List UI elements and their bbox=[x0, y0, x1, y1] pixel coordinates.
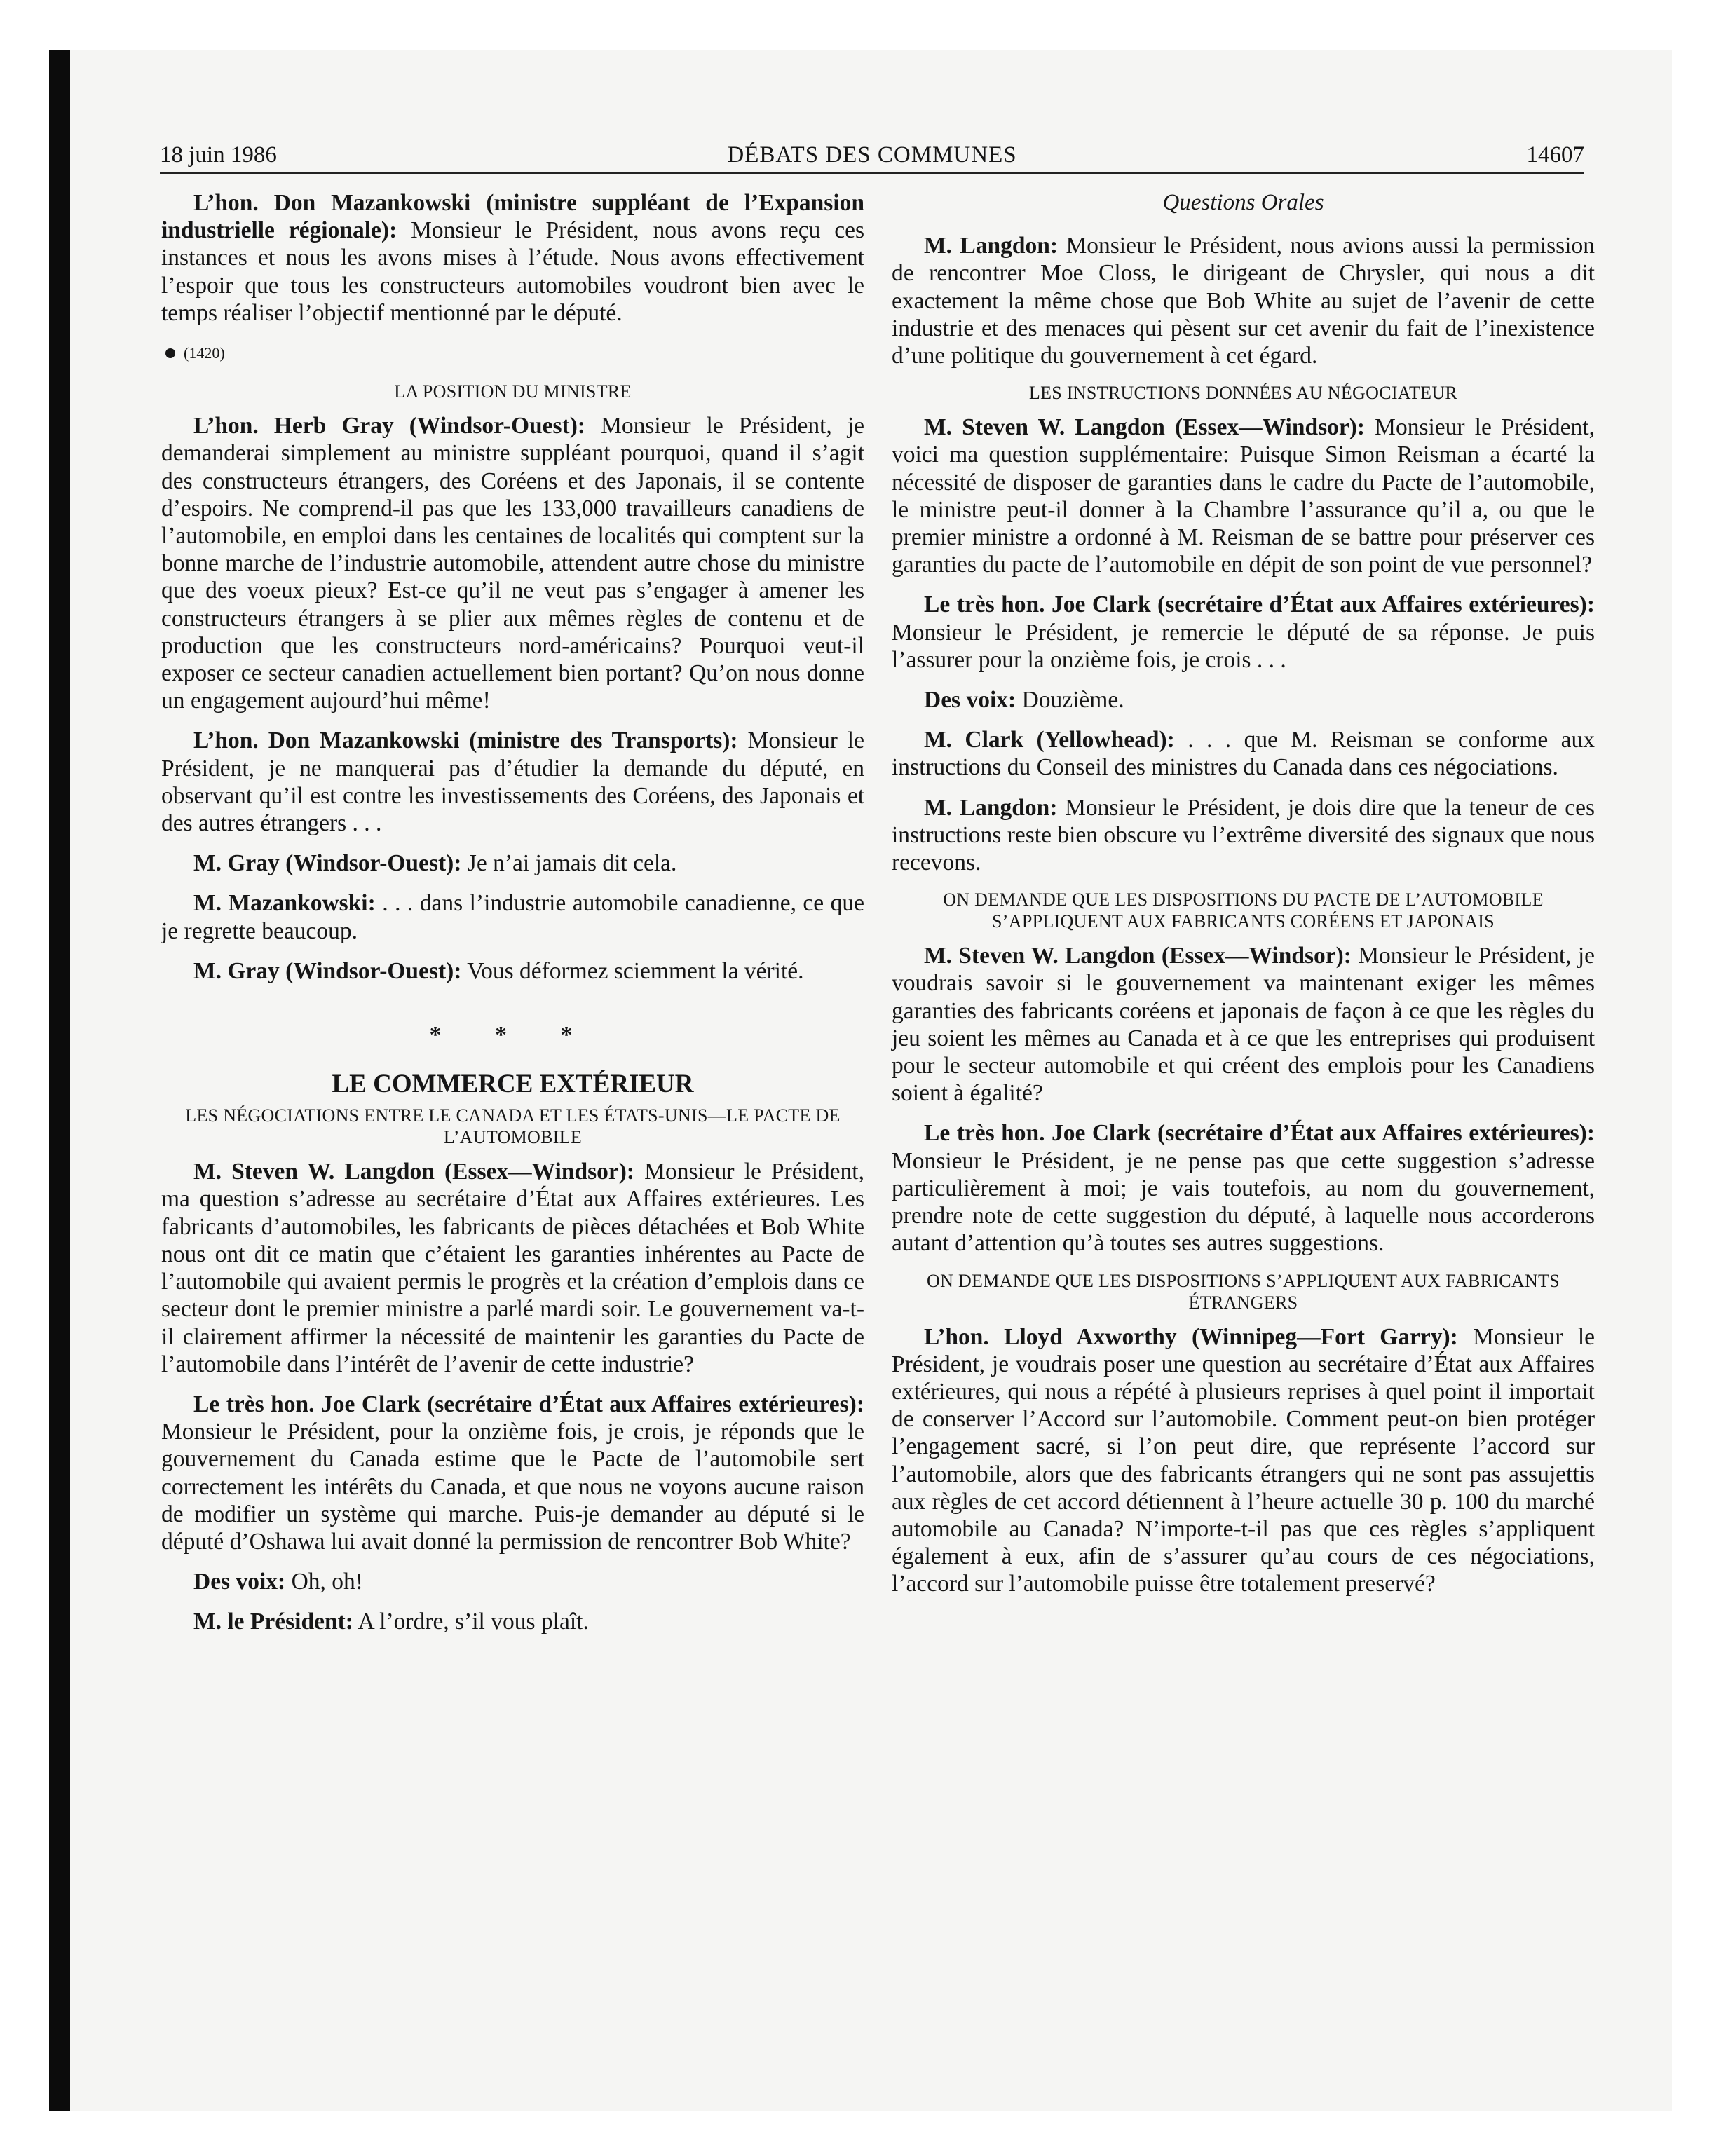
speaker-name: Le très hon. Joe Clark (secrétaire d’État aux Affaires extérieures): bbox=[924, 592, 1595, 618]
speech-text: Monsieur le Président, je ne manquerai pas d’étudier la demande du député, en observant qu’il est contre les investissements des Coréens, des Japonais et des autres étrangers . . . bbox=[161, 728, 864, 837]
speaker-name: M. Gray (Windsor-Ouest): bbox=[193, 957, 462, 984]
speech-text: Monsieur le Président, je demanderai simplement au ministre suppléant pourquoi, quand il s’agit des constructeurs étrangers, des Coréens et des Japonais, il se contente d’espoirs. Ne comprend-il pas que les 133,000 travailleurs canadiens de l’automobile, en emploi dans les centaines de localités qui comptent sur la bonne marche de l’industrie automobile, attendent autre chose du ministre que des voeux pieux? Est-ce qu’il ne veut pas s’engager à amener les constructeurs étrangers à se plier aux mêmes règles de contenu et de production que les constructeurs nord-américains? Pourquoi veut-il exposer ce secteur canadien actuellement bien portant? Qu’on nous donne un engagement aujourd’hui même! bbox=[161, 413, 864, 714]
speech-text: Douzième. bbox=[1016, 687, 1124, 714]
speech-paragraph bbox=[892, 726, 1595, 781]
speech-text: Je n’ai jamais dit cela. bbox=[461, 850, 677, 877]
bullet-icon bbox=[165, 348, 175, 358]
speaker-name: Des voix: bbox=[193, 1569, 286, 1595]
speech-paragraph bbox=[161, 189, 864, 327]
scan-edge bbox=[49, 50, 70, 2111]
speech-paragraph bbox=[161, 1391, 864, 1555]
speech-paragraph bbox=[161, 850, 864, 877]
speaker-name: M. Steven W. Langdon (Essex—Windsor): bbox=[193, 1159, 635, 1185]
section-subheading: ON DEMANDE QUE LES DISPOSITIONS S’APPLIQUENT AUX FABRICANTS ÉTRANGERS bbox=[927, 1270, 1560, 1313]
time-marker-text: (1420) bbox=[184, 344, 225, 362]
speaker-name: L’hon. Don Mazankowski (ministre des Transports): bbox=[193, 728, 738, 754]
speech-text: Oh, oh! bbox=[285, 1569, 363, 1595]
speaker-name: L’hon. Herb Gray (Windsor-Ouest): bbox=[193, 413, 586, 439]
speaker-name: M. le Président: bbox=[193, 1609, 353, 1635]
speech-text: Monsieur le Président, nous avions aussi la permission de rencontrer Moe Closs, le dirigeant de Chrysler, qui nous a dit exactement la même chose que Bob White au sujet de l’avenir de cette industrie et des menaces qui pèsent sur cet avenir du fait de l’inexistence d’une politique du gouvernement à cet égard. bbox=[892, 233, 1595, 369]
speech-text: A l’ordre, s’il vous plaît. bbox=[353, 1609, 589, 1635]
speech-paragraph bbox=[161, 1608, 864, 1635]
time-marker bbox=[161, 339, 864, 367]
speech-paragraph bbox=[892, 942, 1595, 1107]
speech-paragraph bbox=[161, 1568, 864, 1595]
speaker-name: M. Langdon: bbox=[924, 794, 1058, 821]
speech-text: Monsieur le Président, nous avons reçu ces instances et nous les avons mises à l’étude. Nous avons effectivement l’espoir que tous les constructeurs automobiles voudront bien avec le temps réaliser l’objectif mentionné par le député. bbox=[161, 217, 864, 326]
speaker-name: Des voix: bbox=[924, 687, 1016, 714]
speech-paragraph bbox=[892, 686, 1595, 714]
right-column bbox=[892, 189, 1595, 1611]
speech-text: Monsieur le Président, pour la onzième fois, je crois, je réponds que le gouvernement du Canada estime que le Pacte de l’automobile sert correctement les intérêts du Canada, et que nous ne voyons aucune raison de modifier un système qui marche. Puis-je demander au député si le député d’Oshawa lui avait donné la permission de rencontrer Bob White? bbox=[161, 1419, 864, 1555]
speech-paragraph bbox=[161, 889, 864, 944]
speaker-name: L’hon. Don Mazankowski (ministre suppléant de l’Expansion industrielle régionale): bbox=[161, 190, 864, 244]
left-column bbox=[161, 189, 864, 1649]
speaker-name: Le très hon. Joe Clark (secrétaire d’État aux Affaires extérieures): bbox=[193, 1391, 864, 1417]
speech-text: Monsieur le Président, je dois dire que la teneur de ces instructions reste bien obscure vu l’extrême diversité des signaux que nous recevons. bbox=[892, 794, 1595, 876]
page-header bbox=[160, 137, 1584, 174]
speaker-name: Le très hon. Joe Clark (secrétaire d’État aux Affaires extérieures): bbox=[924, 1120, 1595, 1147]
section-subheading: LA POSITION DU MINISTRE bbox=[394, 381, 632, 402]
speech-text: . . . dans l’industrie automobile canadienne, ce que je regrette beaucoup. bbox=[161, 890, 864, 944]
speaker-name: M. Steven W. Langdon (Essex—Windsor): bbox=[924, 414, 1366, 441]
speech-text: Monsieur le Président, je voudrais savoir si le gouvernement va maintenant exiger les mêmes garanties des fabricants coréens et japonais de façon à ce que les règles du jeu soient les mêmes au Canada et à ce que les entreprises qui produisent pour le secteur automobile et qui créent des emplois pour les Canadiens soient à égalité? bbox=[892, 943, 1595, 1107]
section-subheading: LES INSTRUCTIONS DONNÉES AU NÉGOCIATEUR bbox=[1028, 383, 1458, 404]
section-subheading: LES NÉGOCIATIONS ENTRE LE CANADA ET LES ÉTATS-UNIS—LE PACTE DE L’AUTOMOBILE bbox=[185, 1105, 841, 1148]
speaker-name: M. Langdon: bbox=[924, 233, 1059, 259]
speech-paragraph bbox=[892, 794, 1595, 877]
speech-paragraph bbox=[161, 1158, 864, 1378]
speech-paragraph bbox=[161, 412, 864, 714]
running-head: Questions Orales bbox=[1162, 190, 1324, 215]
speech-text: Monsieur le Président, je voudrais poser une question au secrétaire d’État aux Affaires extérieures, qui nous a répété à plusieurs reprises à quel point il importait de conserver l’Accord sur l’automobile. Comment peut-on bien protéger l’engagement sacré, si l’on peut dire, que représente l’accord sur l’automobile, alors que des fabricants étrangers qui ne sont pas assujettis aux règles de cet accord détiennent à l’heure actuelle 30 p. 100 du marché automobile au Canada? N’importe-t-il pas que ces règles s’appliquent également à eux, afin de s’assurer qu’au cours de ces négociations, l’accord sur l’automobile puisse être totalement preservé? bbox=[892, 1323, 1595, 1597]
speaker-name: M. Steven W. Langdon (Essex—Windsor): bbox=[924, 943, 1352, 969]
speech-paragraph bbox=[161, 727, 864, 837]
speaker-name: M. Mazankowski: bbox=[193, 890, 376, 917]
speech-text: Monsieur le Président, je ne pense pas que cette suggestion s’adresse particulièrement à moi; je vais toutefois, au nom du gouvernement, prendre note de cette suggestion du député, à laquelle nous accorderons autant d’attention qu’à toutes ses autres suggestions. bbox=[892, 1147, 1595, 1257]
speech-paragraph bbox=[892, 1119, 1595, 1257]
speech-paragraph bbox=[892, 232, 1595, 369]
speaker-name: M. Gray (Windsor-Ouest): bbox=[193, 850, 462, 877]
speech-text: Vous déformez sciemment la vérité. bbox=[461, 957, 804, 984]
section-separator: * * * bbox=[429, 1022, 597, 1049]
header-page-number: 14607 bbox=[1526, 142, 1584, 168]
speech-paragraph bbox=[892, 1323, 1595, 1598]
speech-paragraph bbox=[892, 591, 1595, 674]
speech-text: Monsieur le Président, je remercie le député de sa réponse. Je puis l’assurer pour la onzième fois, je crois . . . bbox=[892, 619, 1595, 673]
speech-paragraph bbox=[892, 414, 1595, 578]
speaker-name: M. Clark (Yellowhead): bbox=[924, 727, 1175, 753]
section-heading: LE COMMERCE EXTÉRIEUR bbox=[332, 1070, 694, 1099]
speech-text: Monsieur le Président, voici ma question supplémentaire: Puisque Simon Reisman a écarté la nécessité de disposer de garanties dans le cadre du Pacte de l’automobile, le ministre peut-il donner à la Chambre l’assurance qu’il a, ou que le premier ministre a ordonné à M. Reisman de se battre pour préserver ces garanties du pacte de l’automobile en dépit de son point de vue personnel? bbox=[892, 414, 1595, 578]
speech-paragraph bbox=[161, 957, 864, 985]
header-title: DÉBATS DES COMMUNES bbox=[727, 142, 1017, 168]
speech-text: Monsieur le Président, ma question s’adresse au secrétaire d’État aux Affaires extérieures. Les fabricants d’automobiles, les fabricants de pièces détachées et Bob White nous ont dit ce matin que c’étaient les garanties inhérentes au Pacte de l’automobile qui avaient permis le progrès et la création d’emplois dans ce secteur dont le premier ministre a parlé mardi soir. Le gouvernement va-t-il clairement affirmer la nécessité de maintenir les garanties du Pacte de l’automobile dans l’intérêt de l’avenir de cette industrie? bbox=[161, 1159, 864, 1377]
section-subheading: ON DEMANDE QUE LES DISPOSITIONS DU PACTE DE L’AUTOMOBILE S’APPLIQUENT AUX FABRICANTS CORÉENS ET JAPONAIS bbox=[943, 889, 1544, 932]
speaker-name: L’hon. Lloyd Axworthy (Winnipeg—Fort Garry): bbox=[924, 1323, 1458, 1350]
header-date: 18 juin 1986 bbox=[160, 142, 277, 168]
speech-text: . . . que M. Reisman se conforme aux instructions du Conseil des ministres du Canada dans ces négociations. bbox=[892, 727, 1595, 781]
